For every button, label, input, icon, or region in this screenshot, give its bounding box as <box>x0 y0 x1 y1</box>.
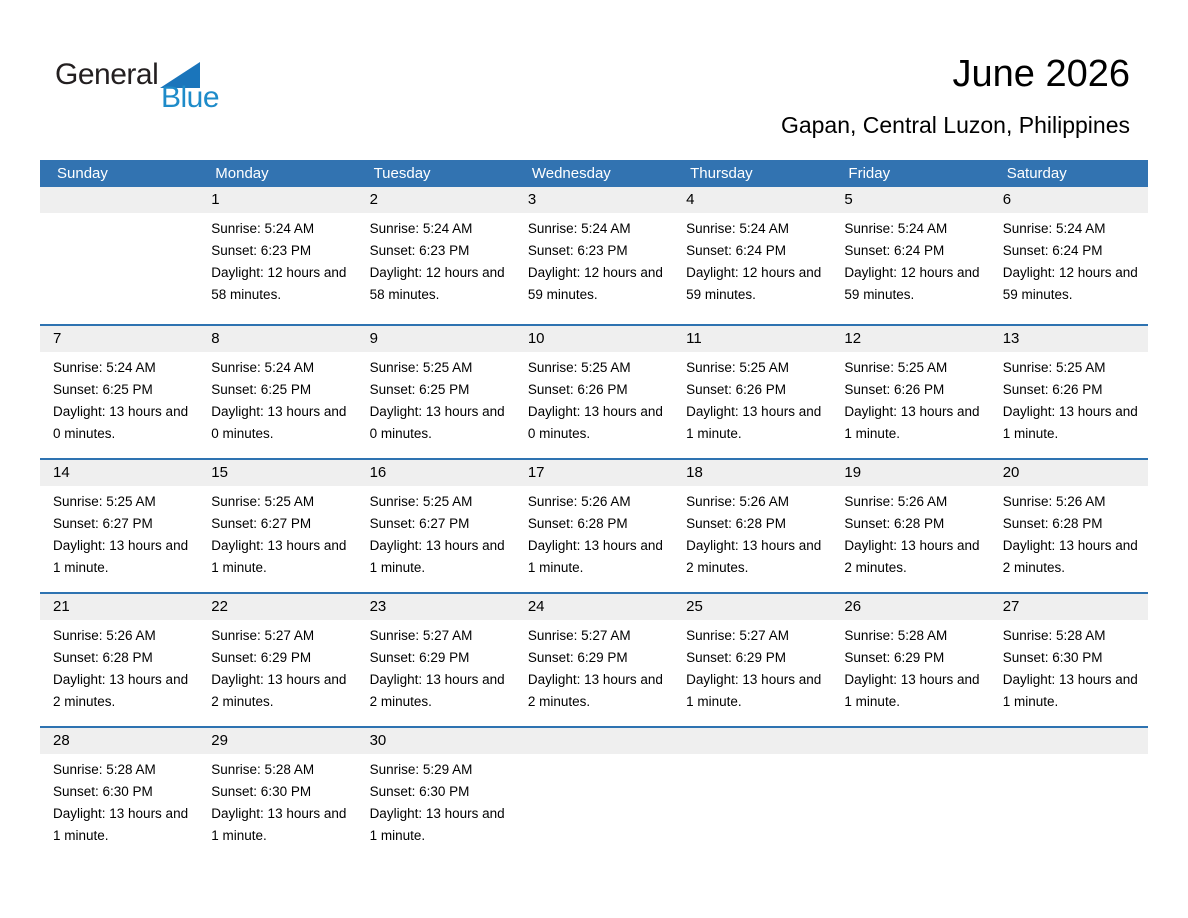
day-details <box>673 213 831 306</box>
sunset-text: Sunset: 6:28 PM <box>844 516 945 531</box>
day-number <box>40 187 198 213</box>
day-number: 24 <box>515 594 673 620</box>
sunrise-text: Sunrise: 5:24 AM <box>686 221 789 236</box>
day-cell <box>198 460 356 592</box>
weekday-header: Thursday <box>690 165 753 182</box>
sunrise-text: Sunrise: 5:28 AM <box>1002 628 1106 643</box>
day-cell <box>515 187 673 324</box>
daylight-text: Daylight: 13 hours and 1 minute. <box>844 672 980 709</box>
day-details <box>990 213 1148 306</box>
day-number: 2 <box>357 187 515 213</box>
day-cell <box>990 594 1148 726</box>
weekday-header: Saturday <box>1006 165 1067 182</box>
day-cell <box>673 460 831 592</box>
day-details <box>673 620 831 713</box>
weekday-header-row <box>40 160 1148 187</box>
day-details <box>515 213 673 306</box>
sunrise-text: Sunrise: 5:24 AM <box>211 221 315 236</box>
day-details <box>515 486 673 579</box>
calendar-grid <box>40 187 1148 860</box>
day-number: 8 <box>198 326 356 352</box>
sunset-text: Sunset: 6:27 PM <box>211 516 312 531</box>
sunset-text: Sunset: 6:30 PM <box>369 784 470 799</box>
day-cell <box>198 594 356 726</box>
sunrise-text: Sunrise: 5:24 AM <box>369 221 473 236</box>
day-details <box>515 620 673 713</box>
sunrise-text: Sunrise: 5:27 AM <box>527 628 631 643</box>
day-number: 19 <box>831 460 989 486</box>
daylight-text: Daylight: 13 hours and 2 minutes. <box>844 538 980 575</box>
day-cell <box>515 460 673 592</box>
day-number: 25 <box>673 594 831 620</box>
daylight-text: Daylight: 12 hours and 59 minutes. <box>1002 265 1138 302</box>
day-cell <box>990 460 1148 592</box>
sunset-text: Sunset: 6:29 PM <box>686 650 786 665</box>
sunset-text: Sunset: 6:26 PM <box>686 382 786 397</box>
day-details <box>40 754 198 847</box>
day-number: 9 <box>357 326 515 352</box>
day-details <box>990 754 1148 759</box>
sunset-text: Sunset: 6:26 PM <box>844 382 945 397</box>
day-number: 17 <box>515 460 673 486</box>
day-number: 6 <box>990 187 1148 213</box>
week-row <box>40 726 1148 860</box>
day-number: 28 <box>40 728 198 754</box>
daylight-text: Daylight: 12 hours and 58 minutes. <box>369 265 505 302</box>
day-number: 14 <box>40 460 198 486</box>
general-blue-logo <box>55 60 255 113</box>
empty-day-cell <box>831 728 989 860</box>
day-cell <box>831 187 989 324</box>
empty-day-cell <box>673 728 831 860</box>
sunset-text: Sunset: 6:27 PM <box>53 516 153 531</box>
logo-text-blue: Blue <box>161 81 220 114</box>
day-details <box>198 486 356 579</box>
day-details <box>515 352 673 445</box>
sunset-text: Sunset: 6:24 PM <box>686 243 786 258</box>
sunrise-text: Sunrise: 5:25 AM <box>527 360 631 375</box>
sunset-text: Sunset: 6:25 PM <box>211 382 312 397</box>
sunrise-text: Sunrise: 5:28 AM <box>53 762 156 777</box>
empty-day-cell <box>515 728 673 860</box>
sunset-text: Sunset: 6:24 PM <box>844 243 945 258</box>
day-number: 22 <box>198 594 356 620</box>
day-details <box>198 754 356 847</box>
sunrise-text: Sunrise: 5:25 AM <box>844 360 948 375</box>
daylight-text: Daylight: 13 hours and 1 minute. <box>686 404 822 441</box>
day-cell <box>40 728 198 860</box>
daylight-text: Daylight: 13 hours and 1 minute. <box>844 404 980 441</box>
day-details <box>990 486 1148 579</box>
day-cell <box>831 460 989 592</box>
day-details <box>831 213 989 306</box>
day-cell <box>357 594 515 726</box>
daylight-text: Daylight: 13 hours and 2 minutes. <box>686 538 822 575</box>
empty-day-cell <box>40 187 198 324</box>
sunset-text: Sunset: 6:23 PM <box>369 243 470 258</box>
sunset-text: Sunset: 6:30 PM <box>211 784 312 799</box>
day-cell <box>357 728 515 860</box>
day-number: 10 <box>515 326 673 352</box>
sunset-text: Sunset: 6:28 PM <box>53 650 153 665</box>
day-cell <box>198 326 356 458</box>
daylight-text: Daylight: 13 hours and 2 minutes. <box>1002 538 1138 575</box>
day-details <box>357 754 515 847</box>
day-cell <box>990 187 1148 324</box>
sunset-text: Sunset: 6:30 PM <box>53 784 153 799</box>
day-number: 20 <box>990 460 1148 486</box>
day-cell <box>831 594 989 726</box>
daylight-text: Daylight: 13 hours and 1 minute. <box>369 538 505 575</box>
sunset-text: Sunset: 6:27 PM <box>369 516 470 531</box>
day-cell <box>673 187 831 324</box>
day-cell <box>357 326 515 458</box>
daylight-text: Daylight: 13 hours and 1 minute. <box>53 806 189 843</box>
daylight-text: Daylight: 13 hours and 0 minutes. <box>369 404 505 441</box>
sunrise-text: Sunrise: 5:26 AM <box>844 494 948 509</box>
sunset-text: Sunset: 6:29 PM <box>211 650 312 665</box>
day-number: 16 <box>357 460 515 486</box>
sunrise-text: Sunrise: 5:26 AM <box>1002 494 1106 509</box>
day-number <box>515 728 673 754</box>
day-number: 1 <box>198 187 356 213</box>
daylight-text: Daylight: 13 hours and 2 minutes. <box>53 672 189 709</box>
sunset-text: Sunset: 6:23 PM <box>211 243 312 258</box>
sunrise-text: Sunrise: 5:28 AM <box>844 628 948 643</box>
daylight-text: Daylight: 13 hours and 0 minutes. <box>211 404 347 441</box>
day-details <box>831 352 989 445</box>
calendar-table <box>40 160 1148 860</box>
sunset-text: Sunset: 6:28 PM <box>686 516 786 531</box>
day-details <box>357 352 515 445</box>
day-details <box>515 754 673 759</box>
sunrise-text: Sunrise: 5:25 AM <box>369 360 473 375</box>
sunset-text: Sunset: 6:23 PM <box>527 243 628 258</box>
day-details <box>40 352 198 445</box>
day-number: 30 <box>357 728 515 754</box>
day-details <box>357 486 515 579</box>
page-location: Gapan, Central Luzon, Philippines <box>780 111 1130 138</box>
day-number: 12 <box>831 326 989 352</box>
day-details <box>198 620 356 713</box>
sunset-text: Sunset: 6:30 PM <box>1002 650 1103 665</box>
day-cell <box>40 326 198 458</box>
day-cell <box>357 187 515 324</box>
daylight-text: Daylight: 13 hours and 1 minute. <box>686 672 822 709</box>
daylight-text: Daylight: 13 hours and 1 minute. <box>53 538 189 575</box>
sunset-text: Sunset: 6:28 PM <box>527 516 628 531</box>
day-number: 4 <box>673 187 831 213</box>
day-details <box>990 352 1148 445</box>
daylight-text: Daylight: 13 hours and 2 minutes. <box>527 672 663 709</box>
week-row <box>40 592 1148 726</box>
day-number: 5 <box>831 187 989 213</box>
day-number: 15 <box>198 460 356 486</box>
daylight-text: Daylight: 13 hours and 1 minute. <box>211 538 347 575</box>
week-row <box>40 324 1148 458</box>
day-details <box>40 620 198 713</box>
sunrise-text: Sunrise: 5:25 AM <box>369 494 473 509</box>
day-cell <box>40 460 198 592</box>
daylight-text: Daylight: 13 hours and 2 minutes. <box>369 672 505 709</box>
sunset-text: Sunset: 6:25 PM <box>369 382 470 397</box>
sunset-text: Sunset: 6:26 PM <box>527 382 628 397</box>
day-number <box>990 728 1148 754</box>
daylight-text: Daylight: 13 hours and 1 minute. <box>211 806 347 843</box>
page-title: June 2026 <box>952 53 1130 95</box>
daylight-text: Daylight: 13 hours and 1 minute. <box>1002 672 1138 709</box>
sunrise-text: Sunrise: 5:26 AM <box>527 494 631 509</box>
sunrise-text: Sunrise: 5:25 AM <box>211 494 315 509</box>
logo-text-general: General <box>55 58 159 91</box>
day-details <box>990 620 1148 713</box>
daylight-text: Daylight: 12 hours and 58 minutes. <box>211 265 347 302</box>
sunset-text: Sunset: 6:29 PM <box>369 650 470 665</box>
day-cell <box>831 326 989 458</box>
day-details <box>357 620 515 713</box>
sunset-text: Sunset: 6:29 PM <box>527 650 628 665</box>
sunset-text: Sunset: 6:25 PM <box>53 382 153 397</box>
week-row <box>40 458 1148 592</box>
sunrise-text: Sunrise: 5:24 AM <box>844 221 948 236</box>
daylight-text: Daylight: 12 hours and 59 minutes. <box>527 265 663 302</box>
daylight-text: Daylight: 13 hours and 1 minute. <box>527 538 663 575</box>
sunrise-text: Sunrise: 5:26 AM <box>53 628 156 643</box>
weekday-header: Friday <box>848 165 891 182</box>
day-details <box>673 486 831 579</box>
day-number: 29 <box>198 728 356 754</box>
day-details <box>357 213 515 306</box>
daylight-text: Daylight: 12 hours and 59 minutes. <box>844 265 980 302</box>
day-number: 3 <box>515 187 673 213</box>
day-number: 13 <box>990 326 1148 352</box>
title-block <box>781 52 1130 139</box>
sunrise-text: Sunrise: 5:29 AM <box>369 762 473 777</box>
sunrise-text: Sunrise: 5:25 AM <box>686 360 789 375</box>
day-cell <box>515 326 673 458</box>
daylight-text: Daylight: 13 hours and 1 minute. <box>1002 404 1138 441</box>
day-details <box>831 486 989 579</box>
day-cell <box>515 594 673 726</box>
day-cell <box>673 326 831 458</box>
day-number: 21 <box>40 594 198 620</box>
day-number: 26 <box>831 594 989 620</box>
day-cell <box>198 187 356 324</box>
day-details <box>673 352 831 445</box>
sunrise-text: Sunrise: 5:24 AM <box>53 360 156 375</box>
daylight-text: Daylight: 12 hours and 59 minutes. <box>686 265 822 302</box>
sunrise-text: Sunrise: 5:25 AM <box>1002 360 1106 375</box>
day-details <box>40 486 198 579</box>
day-cell <box>673 594 831 726</box>
sunrise-text: Sunrise: 5:24 AM <box>527 221 631 236</box>
day-number: 18 <box>673 460 831 486</box>
day-details <box>831 754 989 759</box>
day-cell <box>198 728 356 860</box>
sunrise-text: Sunrise: 5:27 AM <box>686 628 789 643</box>
daylight-text: Daylight: 13 hours and 2 minutes. <box>211 672 347 709</box>
day-number: 11 <box>673 326 831 352</box>
daylight-text: Daylight: 13 hours and 0 minutes. <box>527 404 663 441</box>
day-details <box>198 352 356 445</box>
daylight-text: Daylight: 13 hours and 0 minutes. <box>53 404 189 441</box>
sunrise-text: Sunrise: 5:27 AM <box>211 628 315 643</box>
day-number <box>831 728 989 754</box>
sunrise-text: Sunrise: 5:25 AM <box>53 494 156 509</box>
sunrise-text: Sunrise: 5:27 AM <box>369 628 473 643</box>
sunrise-text: Sunrise: 5:24 AM <box>1002 221 1106 236</box>
sunrise-text: Sunrise: 5:28 AM <box>211 762 315 777</box>
sunset-text: Sunset: 6:24 PM <box>1002 243 1103 258</box>
empty-day-cell <box>990 728 1148 860</box>
day-details <box>40 213 198 218</box>
weekday-header: Sunday <box>57 165 108 182</box>
day-cell <box>40 594 198 726</box>
daylight-text: Daylight: 13 hours and 1 minute. <box>369 806 505 843</box>
sunrise-text: Sunrise: 5:26 AM <box>686 494 789 509</box>
sunset-text: Sunset: 6:29 PM <box>844 650 945 665</box>
day-number: 27 <box>990 594 1148 620</box>
page-header <box>40 0 1148 160</box>
weekday-header: Monday <box>215 165 269 182</box>
weekday-header: Wednesday <box>531 165 611 182</box>
day-number: 7 <box>40 326 198 352</box>
week-row <box>40 187 1148 324</box>
day-details <box>673 754 831 759</box>
sunset-text: Sunset: 6:26 PM <box>1002 382 1103 397</box>
day-cell <box>357 460 515 592</box>
day-cell <box>990 326 1148 458</box>
day-details <box>198 213 356 306</box>
day-number <box>673 728 831 754</box>
day-number: 23 <box>357 594 515 620</box>
weekday-header: Tuesday <box>373 165 431 182</box>
day-details <box>831 620 989 713</box>
sunset-text: Sunset: 6:28 PM <box>1002 516 1103 531</box>
sunrise-text: Sunrise: 5:24 AM <box>211 360 315 375</box>
